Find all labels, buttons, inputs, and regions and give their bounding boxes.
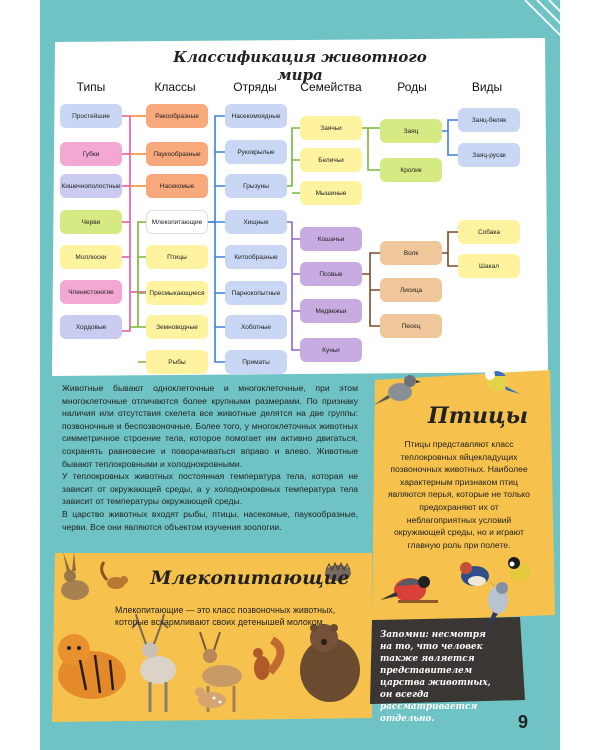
genus-box: Заяц <box>380 119 442 143</box>
family-box: Мышиные <box>300 181 362 205</box>
header-classes: Классы <box>154 80 196 94</box>
order-box: Приматы <box>225 350 287 374</box>
order-box: Хищные <box>225 210 287 234</box>
genus-box: Песец <box>380 314 442 338</box>
hare-icon <box>61 552 89 600</box>
header-types: Типы <box>76 80 106 94</box>
intro-paragraph: В царство животных входят рыбы, птицы, насекомые, паукообразные, черви. Все они являются объектом изучения зоологии. <box>62 508 358 532</box>
family-box: Псовые <box>300 262 362 286</box>
fawn-icon <box>195 687 226 708</box>
class-box: Ракообразные <box>146 104 208 128</box>
order-box: Хоботные <box>225 315 287 339</box>
order-box: Китообразные <box>225 245 287 269</box>
family-box: Кошачьи <box>300 227 362 251</box>
intro-paragraph: Животные бывают одноклеточные и многоклеточные, при этом многоклеточные отличаются более крупными размерами. По признаку наличия или отсутствия скелета все животные делятся на две группы: позвоночные и беспозвоночные. Более того, у многоклеточных животных симметричное строение тела, которое помогает им активно двигаться, сохранять равновесие и поворачиваться вправо и влево. Животные бывают теплокровными и холоднокровными. <box>62 383 358 469</box>
species-box: Собака <box>458 220 520 244</box>
order-box: Насекомоядные <box>225 104 287 128</box>
order-box: Парнокопытные <box>225 281 287 305</box>
reindeer-icon <box>132 614 176 712</box>
header-orders: Отряды <box>233 80 277 94</box>
family-box: Куньи <box>300 338 362 362</box>
family-box: Беличьи <box>300 148 362 172</box>
intro-paragraph: У теплокровных животных постоянная температура тела, которая не зависит от окружающей среды, а у холоднокровных температура тела зависит от температуры окружающей среды. <box>62 471 358 507</box>
class-box: Млекопитающие <box>146 210 208 234</box>
genus-box: Волк <box>380 241 442 265</box>
type-box: Губки <box>60 142 122 166</box>
mammals-title: Млекопитающие <box>150 567 350 589</box>
class-box: Земноводные <box>146 315 208 339</box>
species-box: Шакал <box>458 254 520 278</box>
class-box: Насекомые <box>146 174 208 198</box>
birds-text: Птицы представляют класс теплокровных яйцекладущих позвоночных животных. Наиболее характерным признаком птиц являются перья, которые не только предохраняют их от неблагоприятных условий окружающей среды, но и играют главную роль при полете. <box>388 439 530 550</box>
type-box: Черви <box>60 210 122 234</box>
type-box: Хордовые <box>60 315 122 339</box>
header-species: Виды <box>471 80 503 94</box>
class-box: Паукообразные <box>146 142 208 166</box>
birds-title: Птицы <box>427 403 529 429</box>
genus-box: Лисица <box>380 278 442 302</box>
note-text: Запомни: несмотря на то, что человек также является представителем царства животных, он всегда рассматривается отдельно. <box>380 630 491 724</box>
class-box: Птицы <box>146 245 208 269</box>
class-box: Пресмыкающиеся <box>146 281 208 305</box>
type-box: Простейшие <box>60 104 122 128</box>
type-box: Членистоногие <box>60 280 122 304</box>
header-genera: Роды <box>397 80 427 94</box>
family-box: Медвежьи <box>300 299 362 323</box>
type-box: Кишечнополостные <box>60 174 122 198</box>
species-box: Заяц-русак <box>458 143 520 167</box>
header-families: Семейства <box>300 80 362 94</box>
class-box: Рыбы <box>146 350 208 374</box>
tiger-icon <box>58 634 126 699</box>
order-box: Рукокрылые <box>225 140 287 164</box>
type-box: Моллюски <box>60 245 122 269</box>
order-box: Грызуны <box>225 174 287 198</box>
genus-box: Кролик <box>380 158 442 182</box>
squirrel-icon <box>253 640 281 680</box>
chart-title: Классификация животного мира <box>173 48 427 84</box>
page-number: 9 <box>517 712 528 732</box>
chipmunk-icon <box>102 562 128 589</box>
mammals-text: Млекопитающие — это класс позвоночных животных, которые вскармливают своих детенышей молоком. <box>115 605 336 627</box>
bear-icon <box>300 624 360 702</box>
species-box: Заяц-беляк <box>458 108 520 132</box>
family-box: Заячьи <box>300 116 362 140</box>
